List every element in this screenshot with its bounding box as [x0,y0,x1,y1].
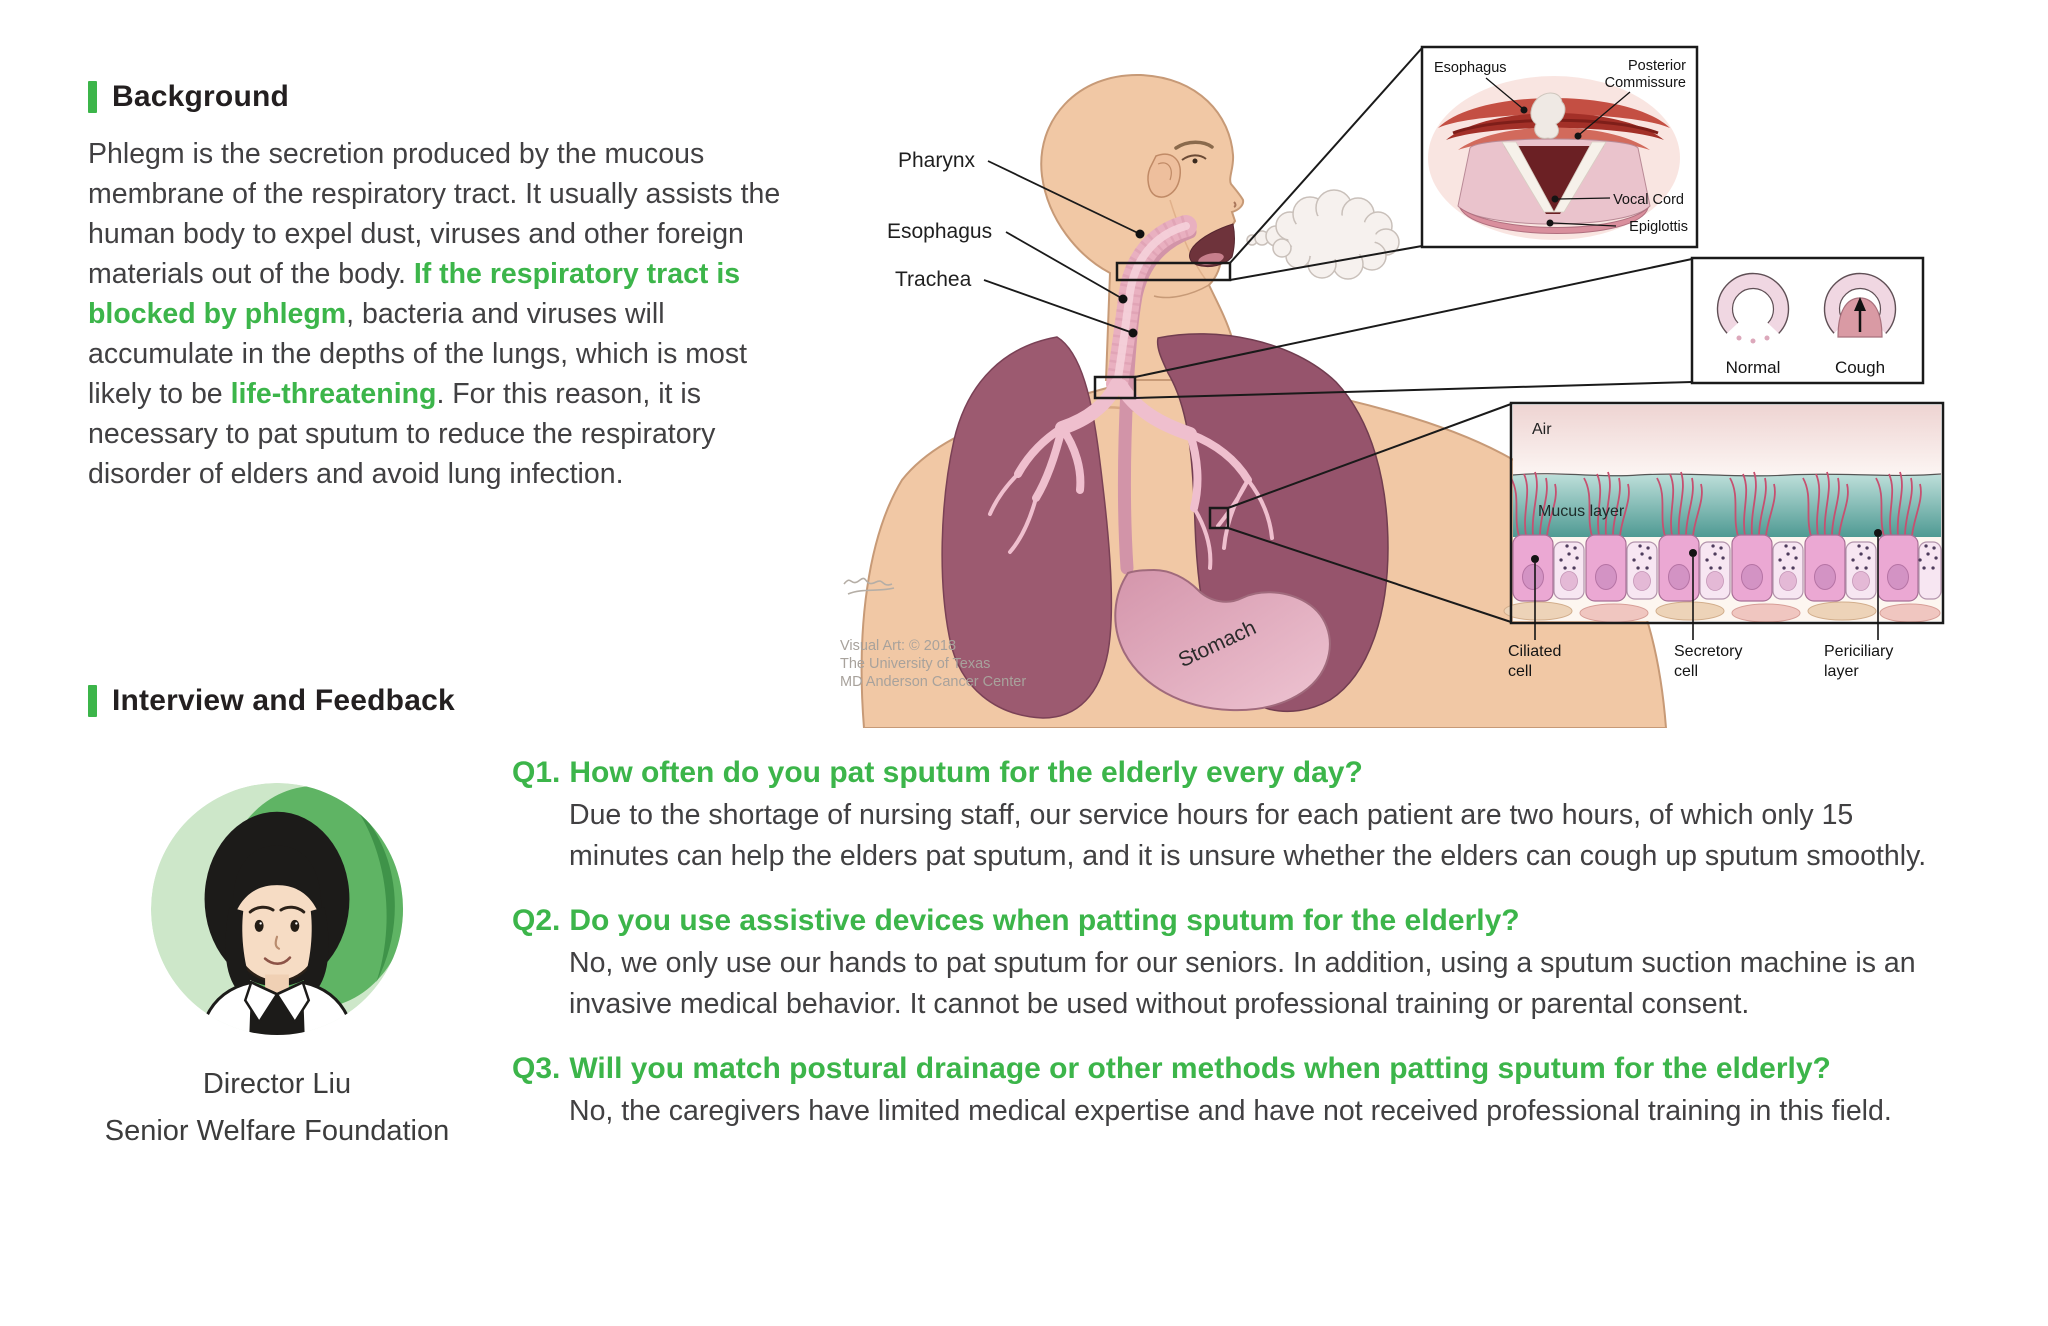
background-title: Background [112,80,290,113]
trachea-label: Trachea [895,268,972,291]
green-bar-icon [88,81,97,113]
qa-item-2 [512,902,1960,1025]
background-section [88,80,800,494]
qa3-label: Q3. [512,1052,561,1085]
inset1-vocal-cord-label: Vocal Cord [1613,192,1684,208]
inset1-posterior-label-2: Commissure [1604,75,1686,91]
interview-heading [88,684,455,718]
person-organization: Senior Welfare Foundation [104,1115,450,1147]
inset-normal-cough [1692,258,1923,383]
credit-line-3: MD Anderson Cancer Center [840,674,1027,690]
interview-title: Interview and Feedback [112,684,455,717]
esophagus-label: Esophagus [887,220,993,243]
qa-item-3 [512,1050,1960,1132]
inset3-air-label: Air [1532,421,1552,438]
qa1-label: Q1. [512,756,561,789]
credit-line-2: The University of Texas [840,656,991,672]
qa2-question: Do you use assistive devices when patting sputum for the elderly? [569,904,1520,937]
inset2-normal-label: Normal [1725,358,1781,377]
inset3-periciliary-label-1: Periciliary [1824,643,1894,660]
anatomy-svg [838,28,2008,728]
inset2-cough-label: Cough [1834,358,1886,377]
medical-illustration [838,28,2008,733]
qa2-answer: No, we only use our hands to pat sputum for our seniors. In addition, using a sputum suction machine is an invasive medical behavior. It cannot be used without professional training or parental consent. [569,947,1916,1020]
inset1-esophagus-label: Esophagus [1434,60,1507,76]
interviewee [92,780,462,1148]
inset3-periciliary-label-2: layer [1824,663,1859,680]
qa3-answer: No, the caregivers have limited medical expertise and have not received professional training in this field. [569,1095,1892,1127]
credit-line-1: Visual Art: © 2018 [840,638,957,654]
inset3-ciliated-label-2: cell [1508,663,1533,680]
stomach-label: Stomach [1174,616,1260,673]
qa1-answer: Due to the shortage of nursing staff, our service hours for each patient are two hours, of which only 15 minutes can help the elders pat sputum, and it is unsure whether the elders can cough up sputum smoothly. [569,799,1927,872]
inset3-mucus-label: Mucus layer [1538,503,1625,520]
avatar [148,780,406,1038]
pharynx-label: Pharynx [898,149,976,172]
person-name: Director Liu [202,1068,352,1100]
inset1-posterior-label-1: Posterior [1627,58,1686,74]
inset1-epiglottis-label: Epiglottis [1629,219,1688,235]
background-heading [88,80,800,114]
qa-list [512,754,1960,1157]
qa3-question: Will you match postural drainage or other methods when patting sputum for the elderly? [569,1052,1831,1085]
qa1-question: How often do you pat sputum for the elderly every day? [569,756,1363,789]
exhale-cloud-icon [1247,190,1399,279]
qa-item-1 [512,754,1960,877]
inset3-ciliated-label-1: Ciliated [1508,643,1562,660]
inset3-secretory-label-1: Secretory [1674,643,1743,660]
inset-vocal-cords [1422,47,1697,247]
background-paragraph: Phlegm is the secretion produced by the mucous membrane of the respiratory tract. It usually assists the human body to expel dust, viruses and other foreign materials out of the body. If the respiratory tract is blocked by phlegm, bacteria and viruses will accumulate in the depths of the lungs, which is most likely to be life-threatening. For this reason, it is necessary to pat sputum to reduce the respiratory disorder of elders and avoid lung infection. [88,138,781,490]
qa2-label: Q2. [512,904,561,937]
inset3-secretory-label-2: cell [1674,663,1699,680]
green-bar-icon [88,685,97,717]
